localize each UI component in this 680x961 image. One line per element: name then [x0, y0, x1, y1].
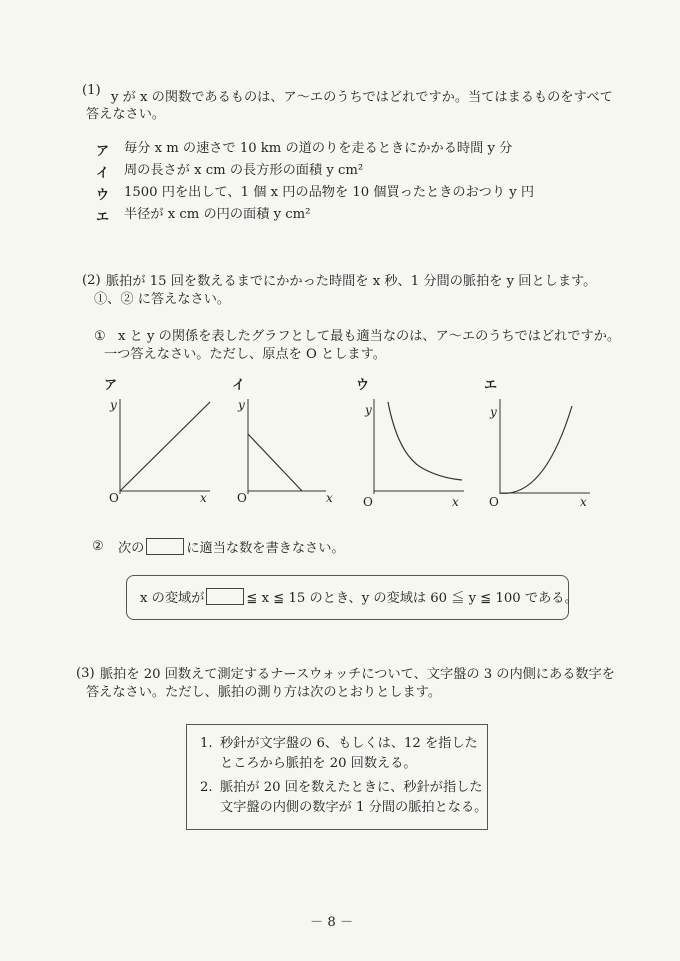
- q2-text-line1: 脈拍が 15 回を数えるまでにかかった時間を x 秒、1 分間の脈拍を y 回とします。: [106, 274, 597, 289]
- q1-option-label: ア: [96, 144, 110, 159]
- page-number: － 8 －: [310, 915, 354, 930]
- q3-text-line1: 脈拍を 20 回数えて測定するナースウォッチについて、文字盤の 3 の内側にある数字を: [100, 667, 615, 682]
- graph-label: ア: [104, 378, 118, 393]
- graph-e: [478, 376, 598, 511]
- y-axis-label: y: [490, 405, 497, 419]
- y-axis-label: y: [110, 398, 117, 412]
- graph-curve: [388, 402, 462, 480]
- x-axis-label: x: [326, 491, 333, 505]
- step-number: 2.: [200, 780, 213, 795]
- y-axis-label: y: [238, 398, 245, 412]
- x-axis-label: x: [452, 495, 459, 509]
- range-blank[interactable]: [206, 588, 244, 605]
- graph-label: エ: [484, 378, 498, 393]
- step-line2: 文字盤の内側の数字が 1 分間の脈拍となる。: [220, 800, 488, 815]
- graph-line: [248, 434, 302, 491]
- x-axis-label: x: [580, 495, 587, 509]
- q2-text-line2: ①、② に答えなさい。: [94, 292, 231, 307]
- origin-label: O: [237, 491, 247, 505]
- graph-label: ウ: [356, 378, 370, 393]
- q1-option-text: 半径が x cm の円の面積 y cm²: [124, 207, 311, 222]
- q3-text-line2: 答えなさい。ただし、脈拍の測り方は次のとおりとします。: [86, 685, 442, 700]
- graph-label: イ: [232, 378, 246, 393]
- range-after: ≦ x ≦ 15 のとき、y の変域は 60 ≦ y ≦ 100 である。: [246, 591, 578, 606]
- q2-sub2-after: に適当な数を書きなさい。: [186, 541, 345, 556]
- q1-option-label: エ: [96, 210, 110, 225]
- q1-option-text: 毎分 x m の速さで 10 km の道のりを走るときにかかる時間 y 分: [124, 141, 513, 156]
- answer-blank[interactable]: [146, 538, 184, 555]
- q2-sub2-line: [118, 538, 345, 558]
- graph-i: [226, 376, 341, 511]
- q2-sub2-before: 次の: [118, 541, 145, 556]
- q2-sub1-number: ①: [94, 329, 106, 344]
- graph-u: [352, 376, 472, 511]
- step-number: 1.: [200, 736, 213, 751]
- q1-option-label: イ: [96, 166, 110, 181]
- range-statement: [140, 588, 578, 608]
- step-line1: 秒針が文字盤の 6、もしくは、12 を指した: [220, 736, 478, 751]
- q3-number: (3): [76, 666, 95, 681]
- q1-text-line2: 答えなさい。: [86, 107, 166, 122]
- q2-sub1-line2: 一つ答えなさい。ただし、原点を O とします。: [104, 347, 386, 362]
- step-line2: ところから脈拍を 20 回数える。: [220, 756, 417, 771]
- origin-label: O: [109, 491, 119, 505]
- x-axis-label: x: [200, 491, 207, 505]
- origin-label: O: [363, 495, 373, 509]
- q1-number: (1): [82, 83, 101, 98]
- q2-sub1-line1: x と y の関係を表したグラフとして最も適当なのは、ア〜エのうちではどれですか。: [118, 329, 621, 344]
- graph-line: [120, 402, 210, 491]
- q1-option-text: 周の長さが x cm の長方形の面積 y cm²: [124, 163, 364, 178]
- q1-text-line1: y が x の関数であるものは、ア〜エのうちではどれですか。当てはまるものをすべて: [111, 90, 613, 105]
- y-axis-label: y: [365, 403, 372, 417]
- q2-number: (2): [82, 273, 101, 288]
- origin-label: O: [489, 495, 499, 509]
- graph-a: [98, 376, 223, 511]
- q2-sub2-number: ②: [92, 539, 104, 554]
- q1-option-text: 1500 円を出して、1 個 x 円の品物を 10 個買ったときのおつり y 円: [124, 185, 535, 200]
- step-line1: 脈拍が 20 回を数えたときに、秒針が指した: [220, 780, 483, 795]
- range-before: x の変域が: [140, 591, 205, 606]
- graph-curve: [500, 406, 572, 493]
- q1-option-label: ウ: [96, 188, 110, 203]
